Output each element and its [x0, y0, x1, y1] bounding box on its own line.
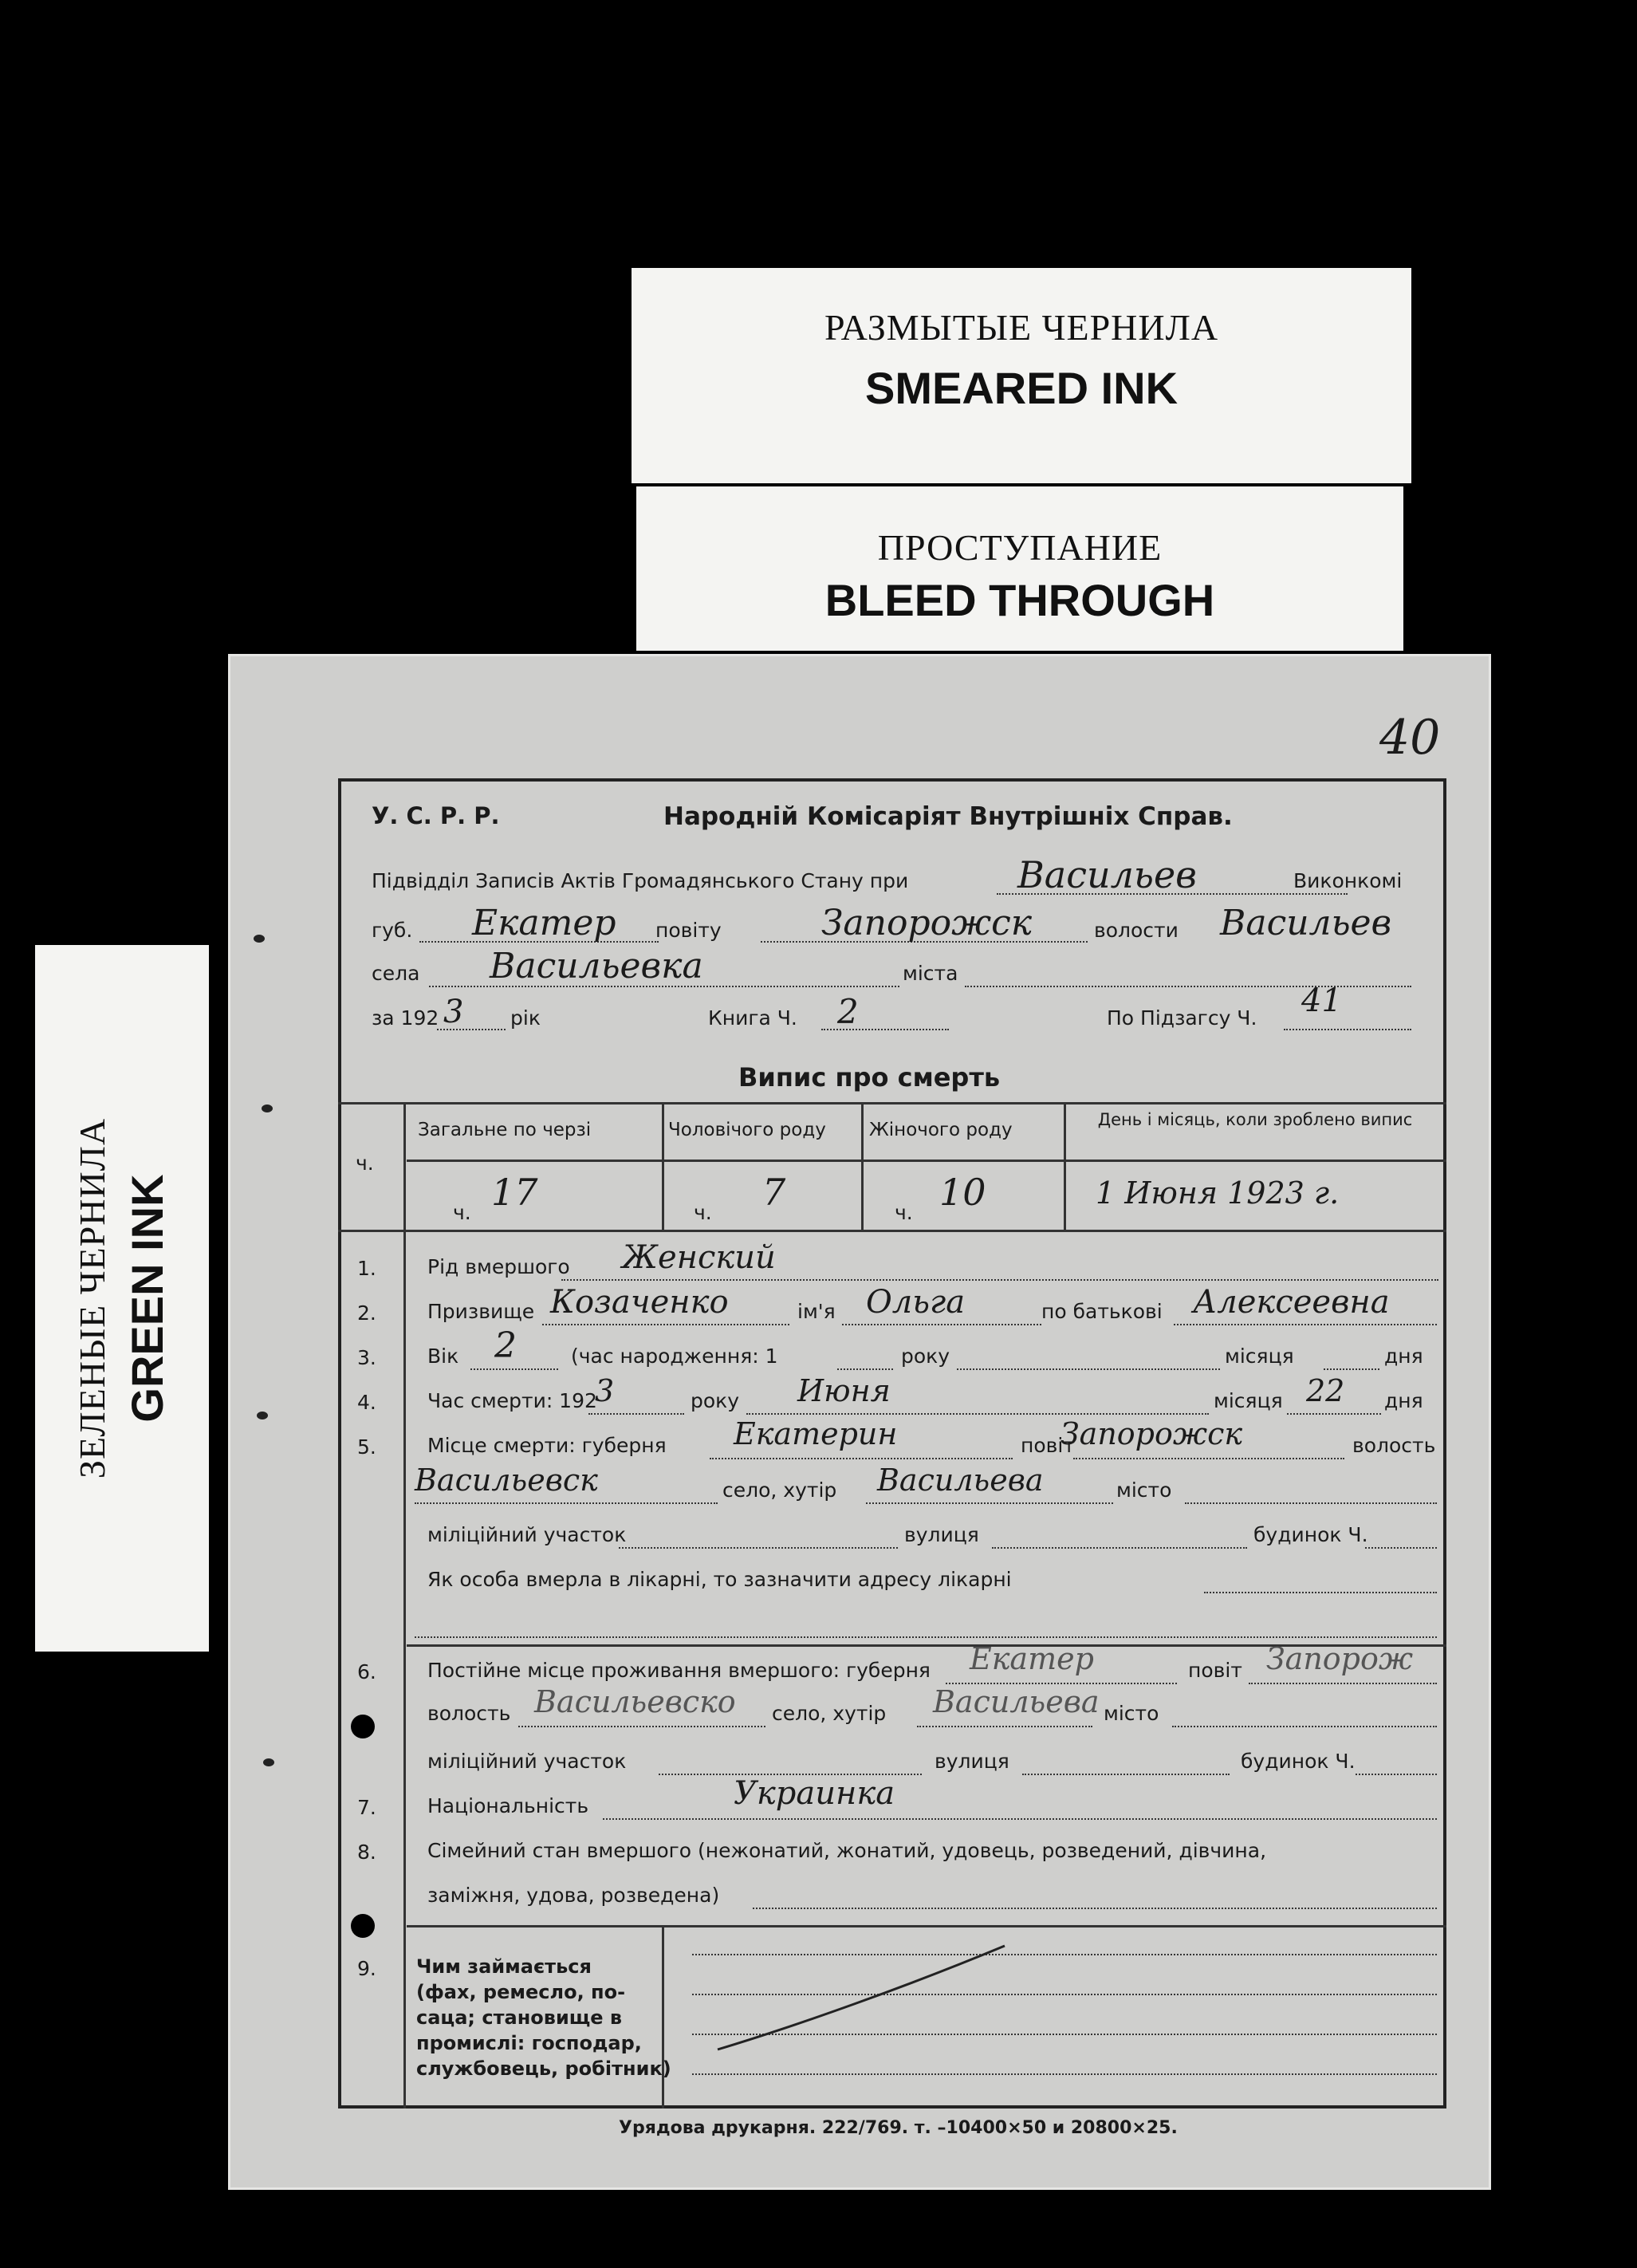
- row-number: 3.: [357, 1346, 376, 1369]
- stain-mark: [262, 1104, 273, 1112]
- occupation-label-5: службовець, робітник): [416, 2057, 671, 2080]
- year-suffix: рік: [510, 1006, 541, 1030]
- birth-day-label: дня: [1384, 1345, 1423, 1368]
- female-cell-prefix: ч.: [895, 1201, 913, 1224]
- patronymic-value: Алексеевна: [1193, 1284, 1390, 1321]
- hospital-label: Як особа вмерла в лікарні, то зазначити адресу лікарні: [427, 1568, 1012, 1591]
- row-number: 4.: [357, 1391, 376, 1414]
- birth-year-label: року: [901, 1345, 950, 1368]
- col-male-header: Чоловічого роду: [668, 1120, 826, 1140]
- row-number: 7.: [357, 1796, 376, 1819]
- general-value: 17: [491, 1171, 538, 1214]
- family-label-2: заміжня, удова, розведена): [427, 1884, 720, 1907]
- header-commissariat: Народній Комісаріят Внутрішніх Справ.: [663, 802, 1233, 831]
- row-number: 5.: [357, 1435, 376, 1459]
- death-selo-label: село, хутір: [722, 1479, 837, 1502]
- header-ussr: У. С. Р. Р.: [372, 802, 500, 829]
- sela-label: села: [372, 962, 420, 985]
- volost-value: Васильев: [1220, 903, 1392, 943]
- stain-mark: [263, 1758, 274, 1766]
- nationality-value: Украинка: [734, 1775, 895, 1812]
- row-number: 2.: [357, 1301, 376, 1325]
- smeared-ink-ru: РАЗМЫТЫЕ ЧЕРНИЛА: [824, 307, 1219, 348]
- col-date-header: День і місяць, коли зроблено випис: [1097, 1110, 1413, 1129]
- male-cell-prefix: ч.: [694, 1201, 712, 1224]
- family-label: Сімейний стан вмершого (нежонатий, жонатий, удовець, розведений, дівчина,: [427, 1839, 1267, 1862]
- subdept-suffix: Виконкомі: [1293, 869, 1403, 892]
- volost-label: волости: [1094, 919, 1179, 942]
- death-selo-value: Васильева: [877, 1463, 1044, 1498]
- res-volost-value: Васильевско: [534, 1684, 736, 1719]
- male-value: 7: [762, 1171, 786, 1214]
- patronymic-label: по батькові: [1041, 1300, 1163, 1323]
- green-ink-ru: ЗЕЛЕНЫЕ ЧЕРНИЛА: [72, 1117, 112, 1479]
- green-ink-en: GREEN INK: [122, 1174, 172, 1423]
- date-value: 1 Июня 1923 г.: [1096, 1175, 1340, 1211]
- death-gub-value: Екатерин: [734, 1416, 898, 1451]
- page-number: 40: [1379, 710, 1441, 766]
- gub-value: Екатер: [472, 903, 616, 943]
- smeared-ink-label: [632, 268, 1411, 483]
- surname-value: Козаченко: [550, 1284, 729, 1321]
- res-volost-label: волость: [427, 1702, 511, 1725]
- printer-footer: Урядова друкарня. 222/769. т. –10400×50 и 20800×25.: [619, 2118, 1178, 2138]
- nationality-label: Національність: [427, 1794, 589, 1817]
- age-value: 2: [494, 1325, 517, 1366]
- green-ink-label: [35, 945, 209, 1652]
- res-militia-label: міліційний участок: [427, 1750, 627, 1773]
- occupation-label-4: промислі: господар,: [416, 2032, 642, 2054]
- name-label: ім'я: [797, 1300, 836, 1323]
- subrecord-label: По Підзагсу Ч.: [1107, 1006, 1257, 1030]
- occupation-label-2: (фах, ремесло, по-: [416, 1981, 626, 2003]
- death-day-value: 22: [1306, 1373, 1345, 1408]
- book-label: Книга Ч.: [708, 1006, 797, 1030]
- res-street-label: вулиця: [935, 1750, 1009, 1773]
- death-misto-label: місто: [1116, 1479, 1172, 1502]
- birth-month-label: місяця: [1225, 1345, 1294, 1368]
- stain-mark: [257, 1412, 268, 1419]
- year-label: за 192: [372, 1006, 439, 1030]
- death-year-value: 3: [595, 1373, 615, 1408]
- birth-label: (час народження: 1: [571, 1345, 778, 1368]
- death-volost-label: волость: [1352, 1434, 1436, 1457]
- street-label: вулиця: [904, 1523, 979, 1546]
- house-label: будинок Ч.: [1253, 1523, 1368, 1546]
- mista-label: міста: [903, 962, 958, 985]
- subrecord-value: 41: [1301, 982, 1342, 1019]
- death-volost-value: Васильевск: [415, 1463, 598, 1498]
- col-ch-header: ч.: [356, 1152, 374, 1175]
- residence-label: Постійне місце проживання вмершого: губерня: [427, 1659, 931, 1682]
- row-number: 6.: [357, 1660, 376, 1683]
- col-general-header: Загальне по черзі: [418, 1120, 592, 1140]
- subdept-value: Васильев: [1017, 853, 1197, 896]
- bleed-through-en: BLEED THROUGH: [824, 575, 1215, 625]
- militia-label: міліційний участок: [427, 1523, 627, 1546]
- row-number: 9.: [357, 1957, 376, 1980]
- rid-value: Женский: [622, 1239, 776, 1276]
- occupation-label-3: саца; становище в: [416, 2006, 623, 2029]
- sela-value: Васильевка: [490, 946, 703, 986]
- name-value: Ольга: [866, 1284, 966, 1321]
- res-misto-label: місто: [1104, 1702, 1159, 1725]
- death-povit-value: Запорожск: [1061, 1416, 1243, 1451]
- col-female-header: Жіночого роду: [869, 1120, 1013, 1140]
- death-povit-label: повіт: [1021, 1434, 1075, 1457]
- rid-label: Рід вмершого: [427, 1255, 570, 1278]
- female-value: 10: [939, 1171, 986, 1214]
- subdept-label: Підвідділ Записів Актів Громадянського Стану при: [372, 869, 909, 892]
- row-number: 1.: [357, 1257, 376, 1280]
- death-place-label: Місце смерти: губерня: [427, 1434, 667, 1457]
- bleed-through-ru: ПРОСТУПАНИЕ: [877, 527, 1163, 568]
- death-month-label: місяця: [1214, 1389, 1283, 1412]
- res-gub-value: Екатер: [970, 1641, 1094, 1676]
- res-house-label: будинок Ч.: [1241, 1750, 1356, 1773]
- surname-label: Призвище: [427, 1300, 535, 1323]
- res-selo-value: Васильева: [933, 1684, 1100, 1719]
- res-selo-label: село, хутір: [772, 1702, 887, 1725]
- book-value: 2: [837, 992, 859, 1031]
- povit-label: повіту: [655, 919, 722, 942]
- death-month-value: Июня: [797, 1373, 891, 1408]
- bleed-through-label: [636, 486, 1403, 651]
- occupation-label-1: Чим займається: [416, 1955, 592, 1978]
- death-day-label: дня: [1384, 1389, 1423, 1412]
- res-povit-value: Запорож: [1266, 1641, 1414, 1676]
- row-number: 8.: [357, 1841, 376, 1864]
- stain-mark: [254, 935, 265, 943]
- povit-value: Запорожск: [821, 903, 1033, 943]
- smeared-ink-en: SMEARED INK: [864, 363, 1179, 413]
- age-label: Вік: [427, 1345, 459, 1368]
- document-title: Випис про смерть: [738, 1062, 1001, 1093]
- year-value: 3: [443, 994, 464, 1030]
- strike-through-mark: [702, 1938, 1021, 2065]
- general-cell-prefix: ч.: [453, 1201, 471, 1224]
- gub-label: губ.: [372, 919, 413, 942]
- res-povit-label: повіт: [1188, 1659, 1242, 1682]
- death-time-label: Час смерти: 192: [427, 1389, 597, 1412]
- death-year-label: року: [691, 1389, 740, 1412]
